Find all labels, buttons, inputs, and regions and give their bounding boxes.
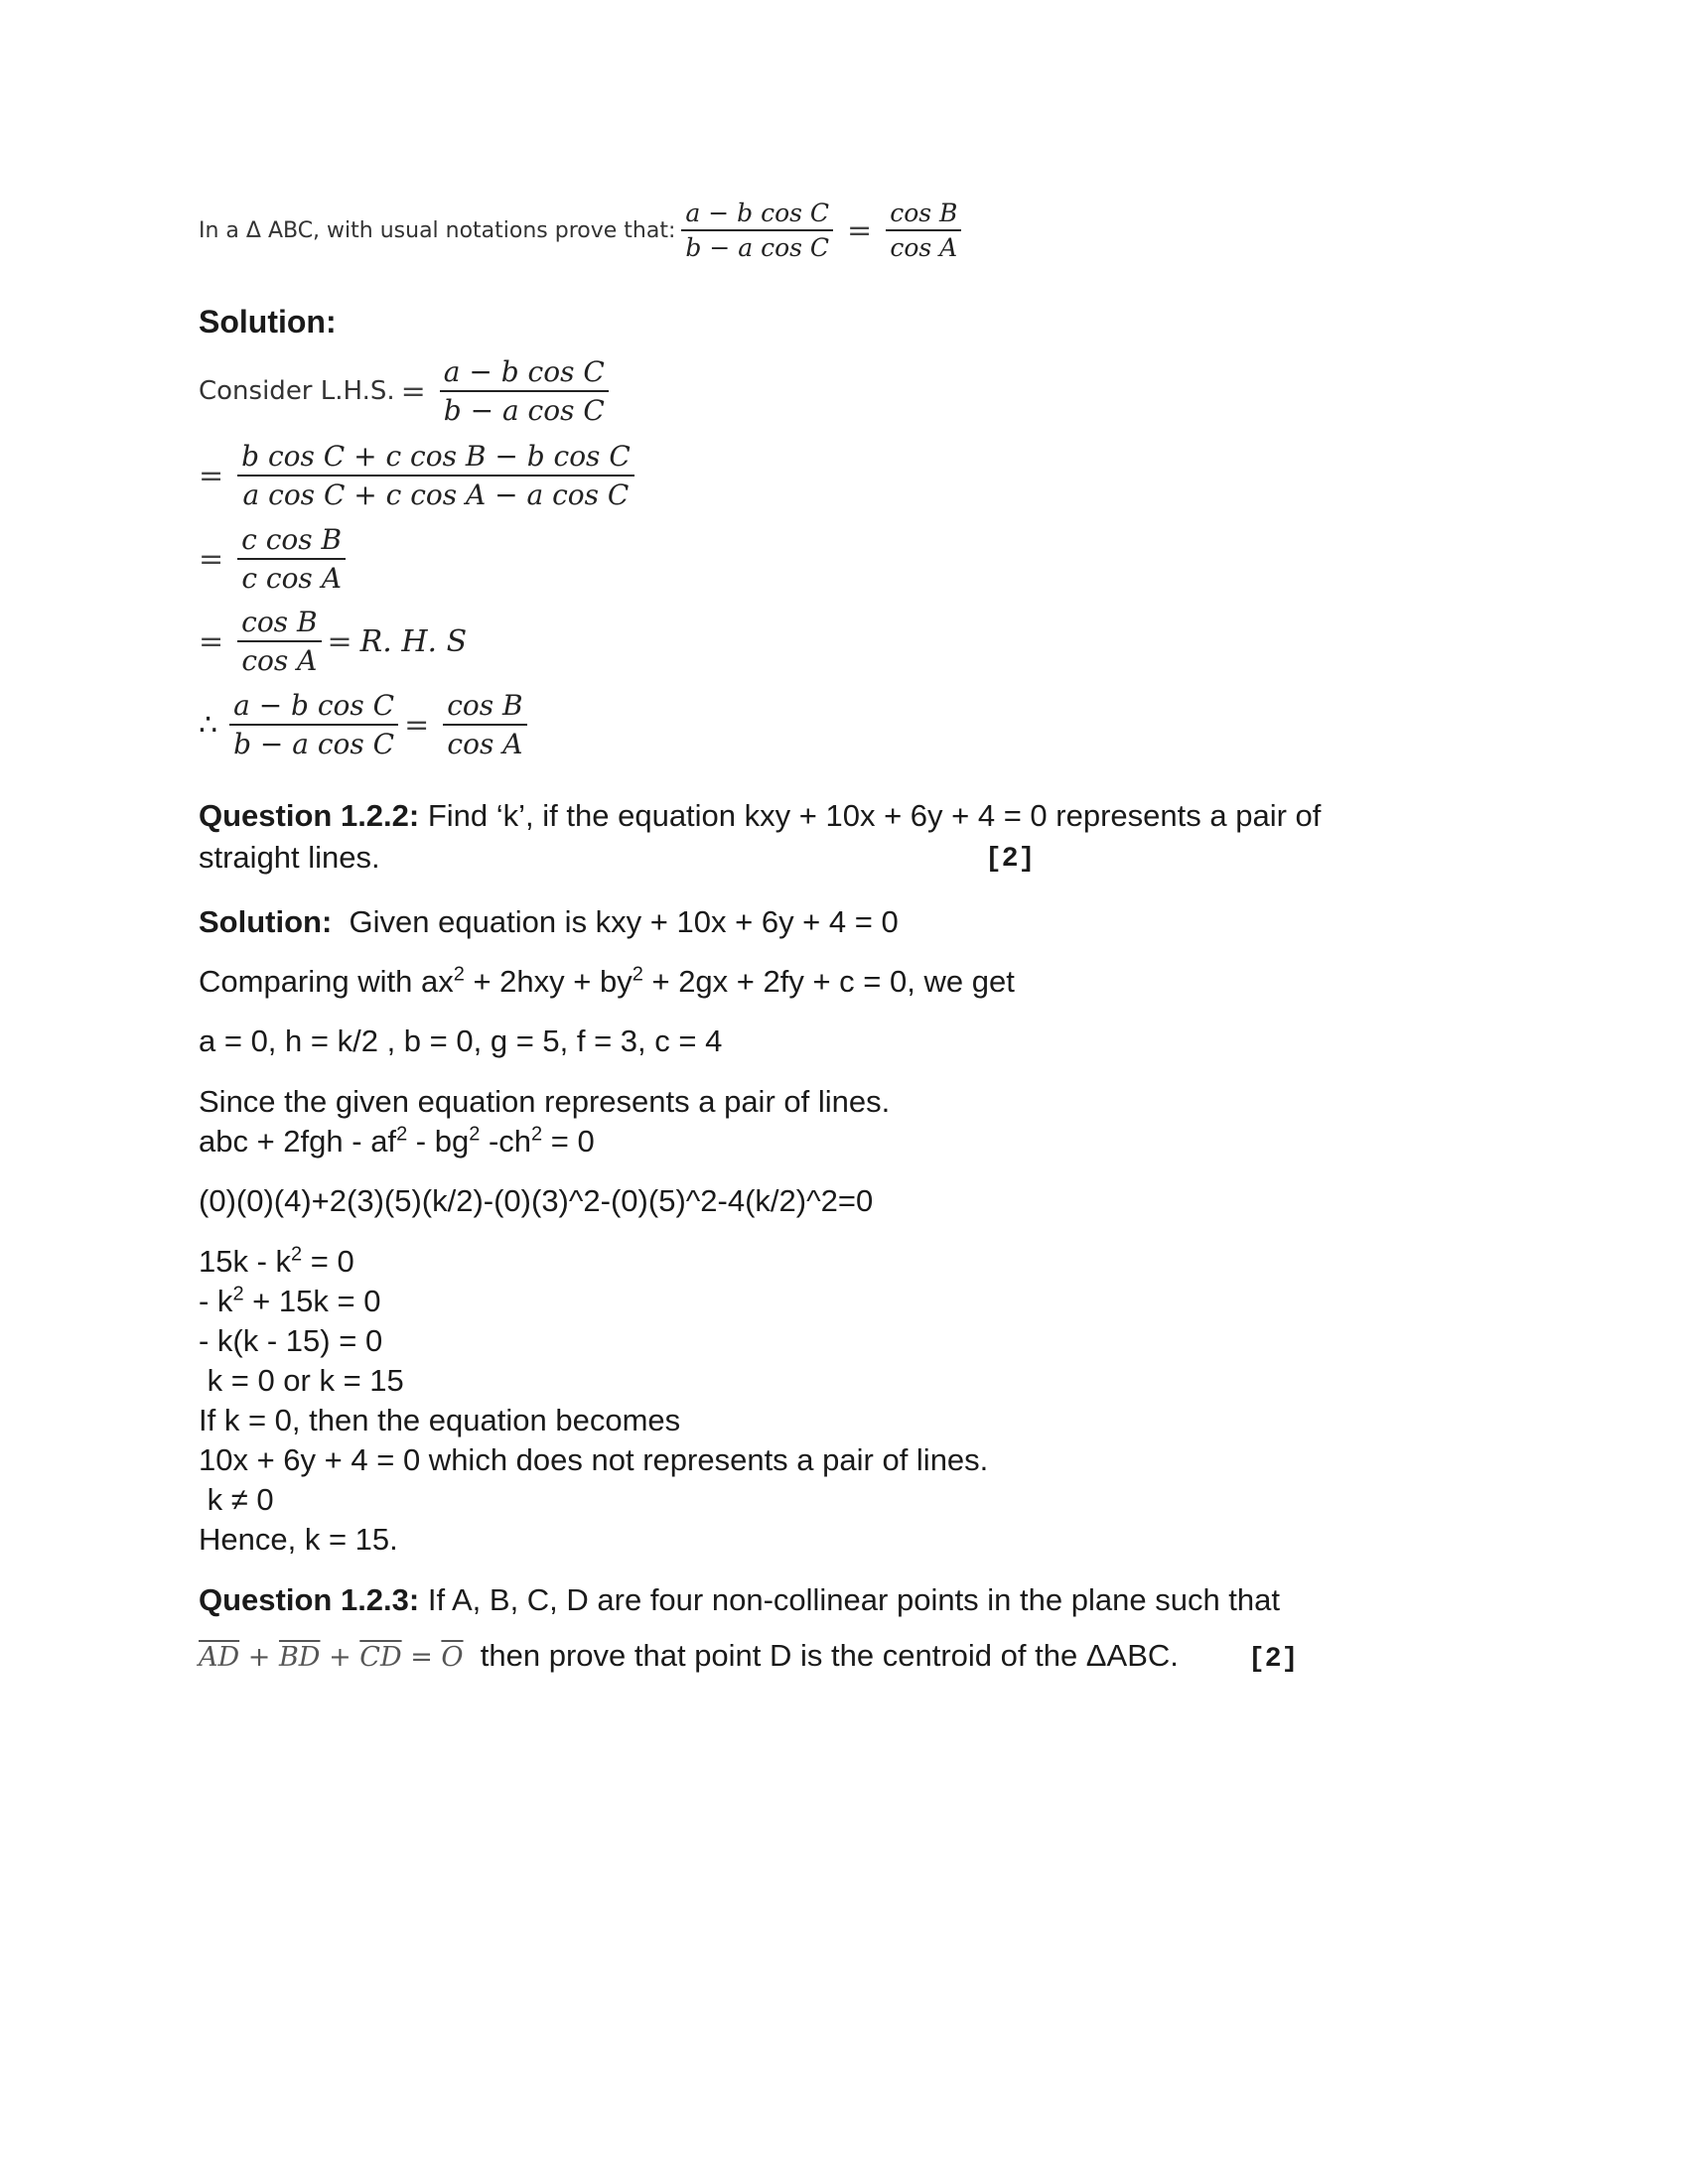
condition-line: abc + $2fgh - af^2 - bg^2$ $-ch^2 = 0$ <box>199 1123 595 1159</box>
coefficient-values: a = 0, h = k/2 , b = 0, g = 5, f = 3, c = 4 <box>199 1024 723 1058</box>
proof-conclusion: ∴ $\frac{\text{a − b cos C}}{\text{b − a cos C}}$ = $\frac{\text{cos B}}{\text{cos A}}$ <box>199 689 533 760</box>
solution-heading: Solution: <box>199 904 333 939</box>
proof-step-1: Consider L.H.S. = $\frac{\text{a − b cos C}}{\text{b − a cos C}}$ <box>199 355 615 427</box>
proof-step-3: = $\frac{\text{c cos B}}{\text{c cos A}}$ <box>199 523 352 595</box>
working-line-3: - k(k - 15) = 0 <box>199 1323 383 1358</box>
rhs-label: R. H. S <box>359 623 468 659</box>
working-line-4: k = 0 or k = 15 <box>199 1363 404 1398</box>
question-label: Question 1.2.3: <box>199 1582 420 1617</box>
question-1-2-2 <box>199 796 1321 836</box>
proof-step-2: = $\frac{\text{b cos C + c cos B − b cos C}}{\text{a cos C + c cos A − a cos C}}$ <box>199 440 640 511</box>
question-text: If A, B, C, D are four non-collinear points in the plane such that <box>427 1582 1281 1617</box>
question-1-2-3 <box>199 1580 1280 1620</box>
working-line-5: If k = 0, then the equation becomes <box>199 1403 681 1437</box>
therefore-symbol: ∴ <box>199 707 218 743</box>
solution-1-2-2: Solution: Given equation is kxy + 10x + 6y + 4 = 0 <box>199 904 899 939</box>
final-answer: Hence, k = 15. <box>199 1522 398 1557</box>
marks-badge: [2] <box>985 844 1036 875</box>
since-line: Since the given equation represents a pair of lines. <box>199 1084 891 1119</box>
problem-statement <box>199 199 967 262</box>
substitution-line: (0)(0)(4)+2(3)(5)(k/2)-(0)(3)^2-(0)(5)^2-4(k/2)^2=0 <box>199 1183 874 1218</box>
working-line-7: k ≠ 0 <box>199 1482 274 1517</box>
equals-sign: = <box>847 212 873 248</box>
rhs-fraction: $\frac{\text{cos B}}{\text{cos A}}$ <box>886 199 961 262</box>
consider-label: Consider L.H.S. <box>199 376 395 406</box>
working-line-2: - $k^2 + 15k = 0$ <box>199 1283 381 1318</box>
question-1-2-2-line2: straight lines. <box>199 840 380 875</box>
comparing-line: Comparing with $ax^2 + 2hxy + by^2 + 2gx + 2fy + c = 0$, we get <box>199 963 1015 999</box>
question-label: Question 1.2.2: <box>199 798 420 833</box>
proof-step-4: = $\frac{\text{cos B}}{\text{cos A}}$ = R. H. S <box>199 606 468 677</box>
solution-heading: Solution: <box>199 304 337 340</box>
lhs-fraction: $\frac{\text{a − b cos C}}{\text{b − a cos C}}$ <box>681 199 833 262</box>
question-1-2-3-line2: $\overline{AD} + \overline{BD} + \overline{CD} = \overline{O}$ then prove that point D is the centroid of the ΔABC. <box>199 1638 1179 1673</box>
problem-text: In a Δ ABC, with usual notations prove that: <box>199 217 676 243</box>
question-text: Find ‘k’, if the equation kxy + 10x + 6y + 4 = 0 represents a pair of <box>427 798 1322 833</box>
working-line-1: $15k - k^2 = 0$ <box>199 1243 354 1279</box>
marks-badge: [2] <box>1248 1644 1299 1675</box>
working-line-6: 10x + 6y + 4 = 0 which does not represents a pair of lines. <box>199 1442 989 1477</box>
vector-equation: $\overline{AD} + \overline{BD} + \overline{CD} = \overline{O}$ <box>199 1642 464 1673</box>
